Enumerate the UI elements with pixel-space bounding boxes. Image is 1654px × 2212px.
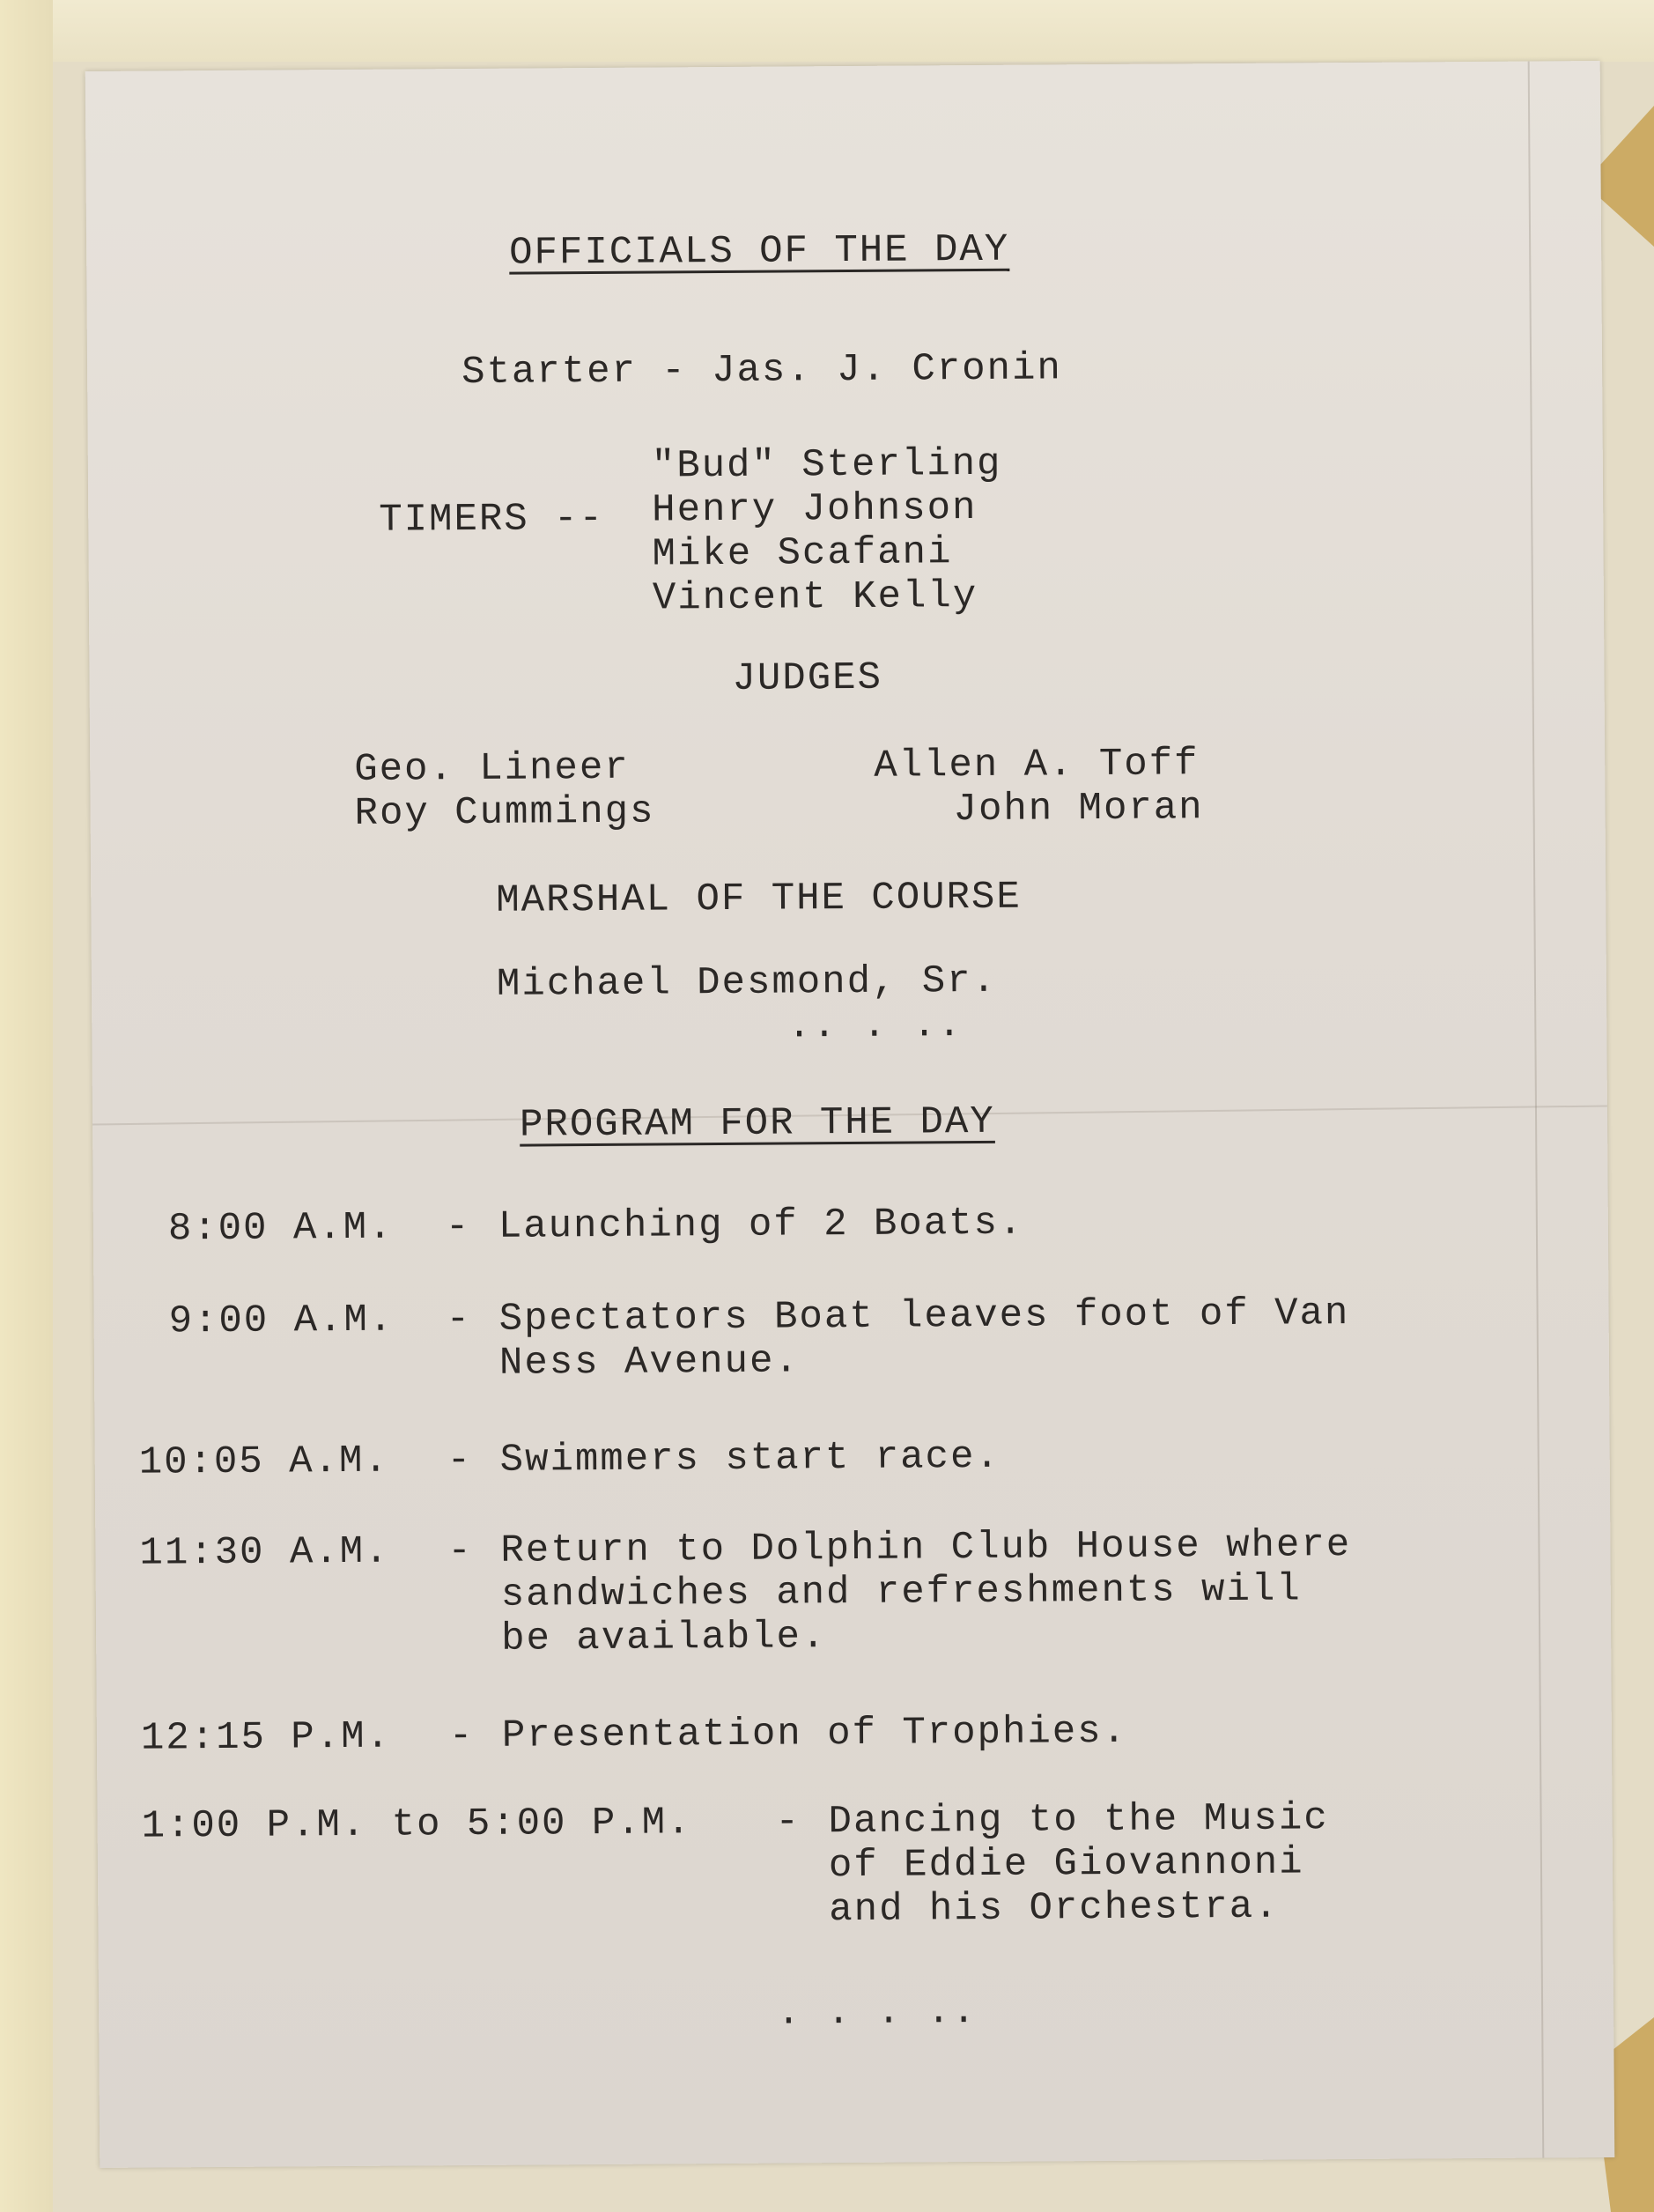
program-item: [500, 1523, 1352, 1661]
judge-name: Allen A. Toff: [874, 742, 1200, 788]
program-time: 12:15 P.M.: [140, 1714, 392, 1761]
starter-line: Starter - Jas. J. Cronin: [461, 346, 1062, 396]
judge-name: Roy Cummings: [354, 789, 655, 836]
program-item: [500, 1435, 1001, 1483]
background-surface: [0, 0, 1654, 62]
program-dash: -: [447, 1529, 474, 1574]
program-time: 9:00 A.M.: [168, 1298, 395, 1344]
program-description: and his Orchestra.: [829, 1884, 1280, 1933]
officials-heading: OFFICIALS OF THE DAY: [508, 227, 1010, 276]
program-description: Launching of 2 Boats.: [498, 1201, 1024, 1249]
program-description: be available.: [500, 1615, 827, 1661]
timer-name: Mike Scafani: [652, 530, 953, 577]
program-time: 10:05 A.M.: [138, 1439, 389, 1485]
program-item: [498, 1291, 1349, 1386]
timers-label: TIMERS --: [379, 496, 605, 543]
program-description: Return to Dolphin Club House where: [500, 1523, 1352, 1573]
marshal-heading: MARSHAL OF THE COURSE: [496, 875, 1022, 923]
closing-dots: . . . ..: [776, 1990, 978, 2036]
program-dash: -: [775, 1800, 801, 1845]
judge-name: Geo. Lineer: [354, 745, 630, 792]
program-sheet: [85, 61, 1615, 2168]
program-description: Spectators Boat leaves foot of Van: [498, 1291, 1350, 1342]
program-description: sandwiches and refreshments will: [500, 1567, 1302, 1617]
program-description: Swimmers start race.: [499, 1434, 1001, 1483]
program-description: Ness Avenue.: [498, 1339, 800, 1386]
background-edge: [0, 0, 53, 2212]
program-time: 8:00 A.M.: [167, 1205, 394, 1252]
program-dash: -: [447, 1439, 473, 1483]
judges-heading: JUDGES: [732, 655, 883, 701]
program-time: 11:30 A.M.: [139, 1529, 390, 1576]
marshal-name: Michael Desmond, Sr.: [496, 958, 998, 1007]
timers-list: [652, 442, 1003, 621]
timer-name: Henry Johnson: [652, 485, 978, 533]
judge-name: John Moran: [953, 786, 1204, 832]
program-description: Dancing to the Music: [828, 1796, 1329, 1845]
program-description: of Eddie Giovannoni: [828, 1840, 1304, 1889]
timer-name: "Bud" Sterling: [651, 441, 1002, 489]
program-description: Presentation of Trophies.: [501, 1709, 1128, 1758]
judges-right-list: [874, 742, 1204, 832]
program-item: [498, 1202, 1024, 1249]
separator-dots: .. . ..: [787, 1003, 964, 1049]
program-time: 1:00 P.M. to 5:00 P.M.: [141, 1801, 692, 1849]
judges-left-list: [354, 746, 655, 836]
timer-name: Vincent Kelly: [652, 573, 978, 621]
program-dash: -: [446, 1298, 472, 1343]
program-item: [828, 1796, 1329, 1932]
program-item: [502, 1710, 1127, 1758]
program-dash: -: [448, 1713, 475, 1759]
program-dash: -: [445, 1205, 471, 1250]
fold-line: [1528, 62, 1545, 2158]
program-heading: PROGRAM FOR THE DAY: [519, 1099, 995, 1148]
